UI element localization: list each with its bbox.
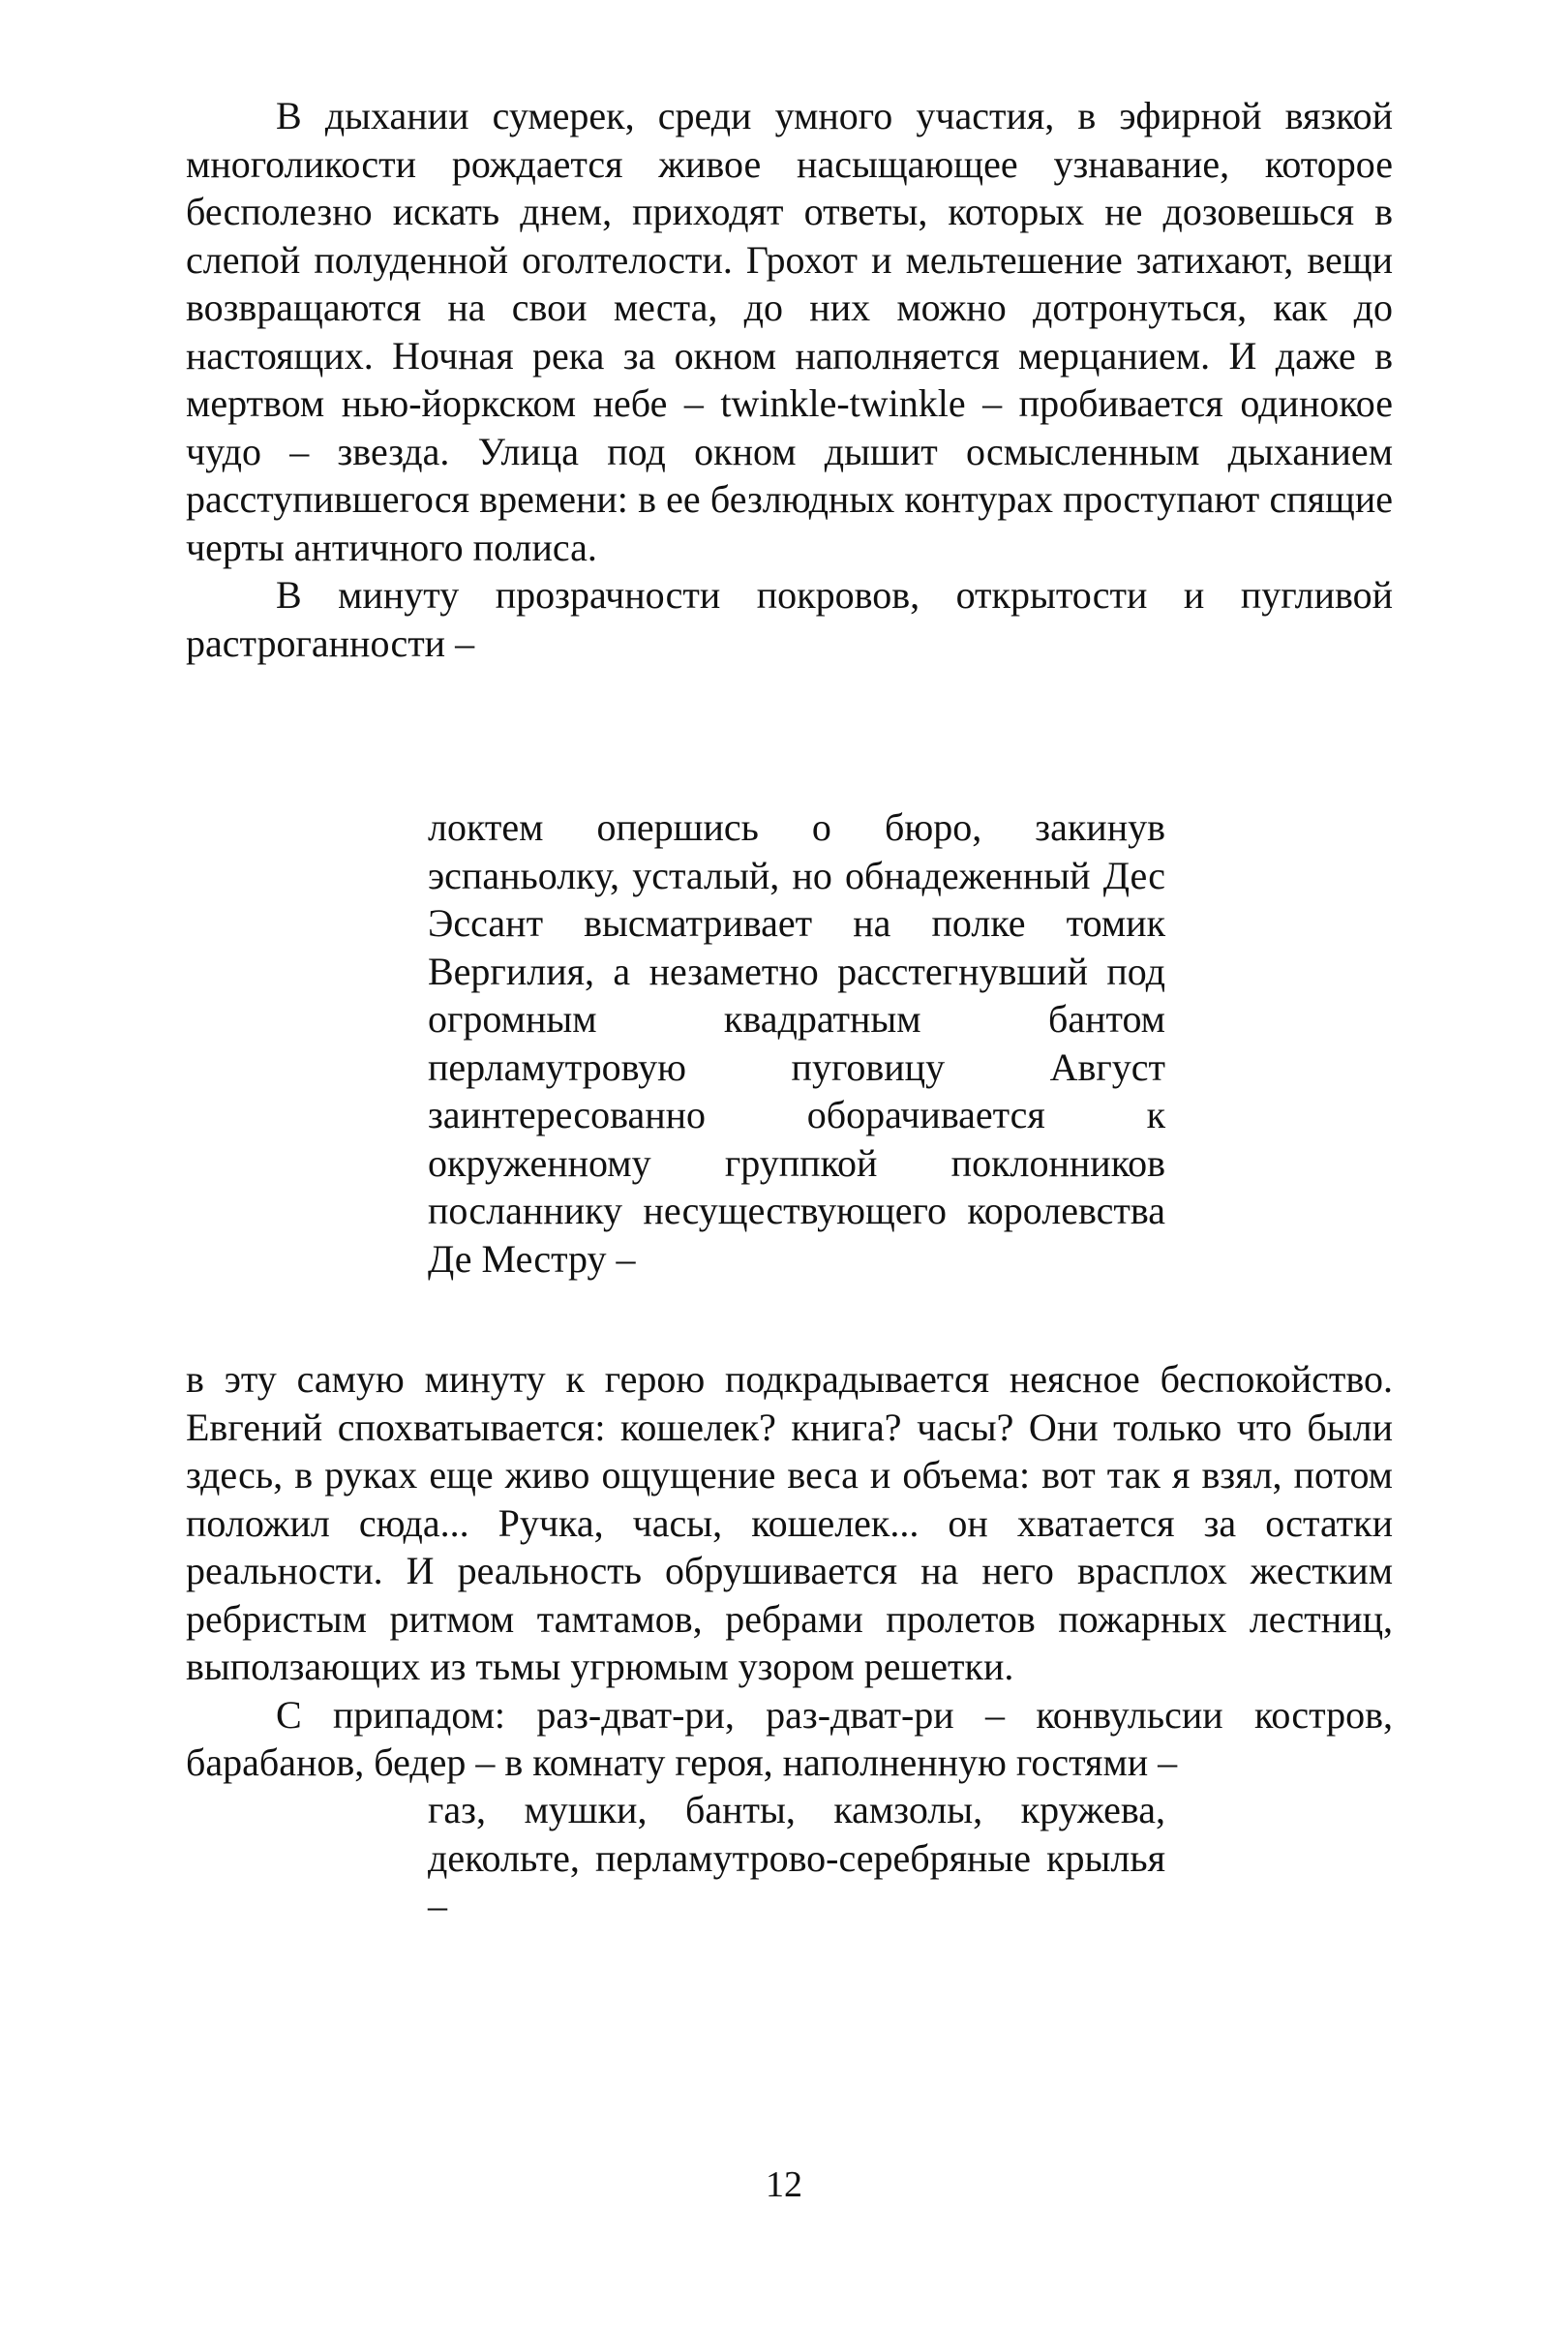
paragraph-anxiety: в эту самую минуту к герою подкрадывается неясное беспокойство. Евгений спохватывается: кошелек? книга? часы? Они только что были здесь, в руках еще живо ощущение веса и объема: вот так я взял, потом положил сюда... Ручка, часы, кошелек... он хватается за остатки реальности. И реальность обрушивается на него врасплох жестким ребристым ритмом тамтамов, ребрами пролетов пожарных лестниц, выползающих из тьмы угрюмым узором решетки. — [186, 1357, 1393, 1688]
text-block-bottom — [186, 1355, 1393, 1787]
text-block-top — [186, 92, 1393, 667]
paragraph-dusk: В дыхании сумерек, среди умного участия, в эфирной вязкой многоликости рождается живое насыщающее узнавание, которое бесполезно искать днем, приходят ответы, которых не дозовешься в слепой полуденной оголтелости. Грохот и мельтешение затихают, вещи возвращаются на свои места, до них можно дотронуться, как до настоящих. Ночная река за окном наполняется мерцанием. И даже в мертвом нью-йоркском небе – twinkle-twinkle – пробивается одинокое чудо – звезда. Улица под окном дышит осмысленным дыханием расступившегося времени: в ее безлюдных контурах проступают спящие черты античного полиса. — [186, 94, 1393, 569]
quote-text: локтем опершись о бюро, закинув эспаньолку, усталый, но обнадеженный Дес Эссант высматривает на полке томик Вергилия, а незаметно расстегнувший под огромным квадратным бантом перламутровую пуговицу Август заинтересованно оборачивается к окруженному группкой поклонников посланнику несуществующего королевства Де Местру – — [428, 805, 1165, 1281]
quote-text: газ, мушки, банты, камзолы, кружева, декольте, перламутрово-серебряные крылья – — [428, 1788, 1165, 1927]
page-number: 12 — [766, 2164, 802, 2205]
quote-block-des-esseintes — [428, 803, 1165, 1283]
paragraph-rhythm: С припадом: раз-дват-ри, раз-дват-ри – конвульсии костров, барабанов, бедер – в комнату героя, наполненную гостями – — [186, 1692, 1393, 1784]
paragraph-transparency: В минуту прозрачности покровов, открытости и пугливой растроганности – — [186, 573, 1393, 665]
quote-block-guests — [428, 1786, 1165, 1930]
